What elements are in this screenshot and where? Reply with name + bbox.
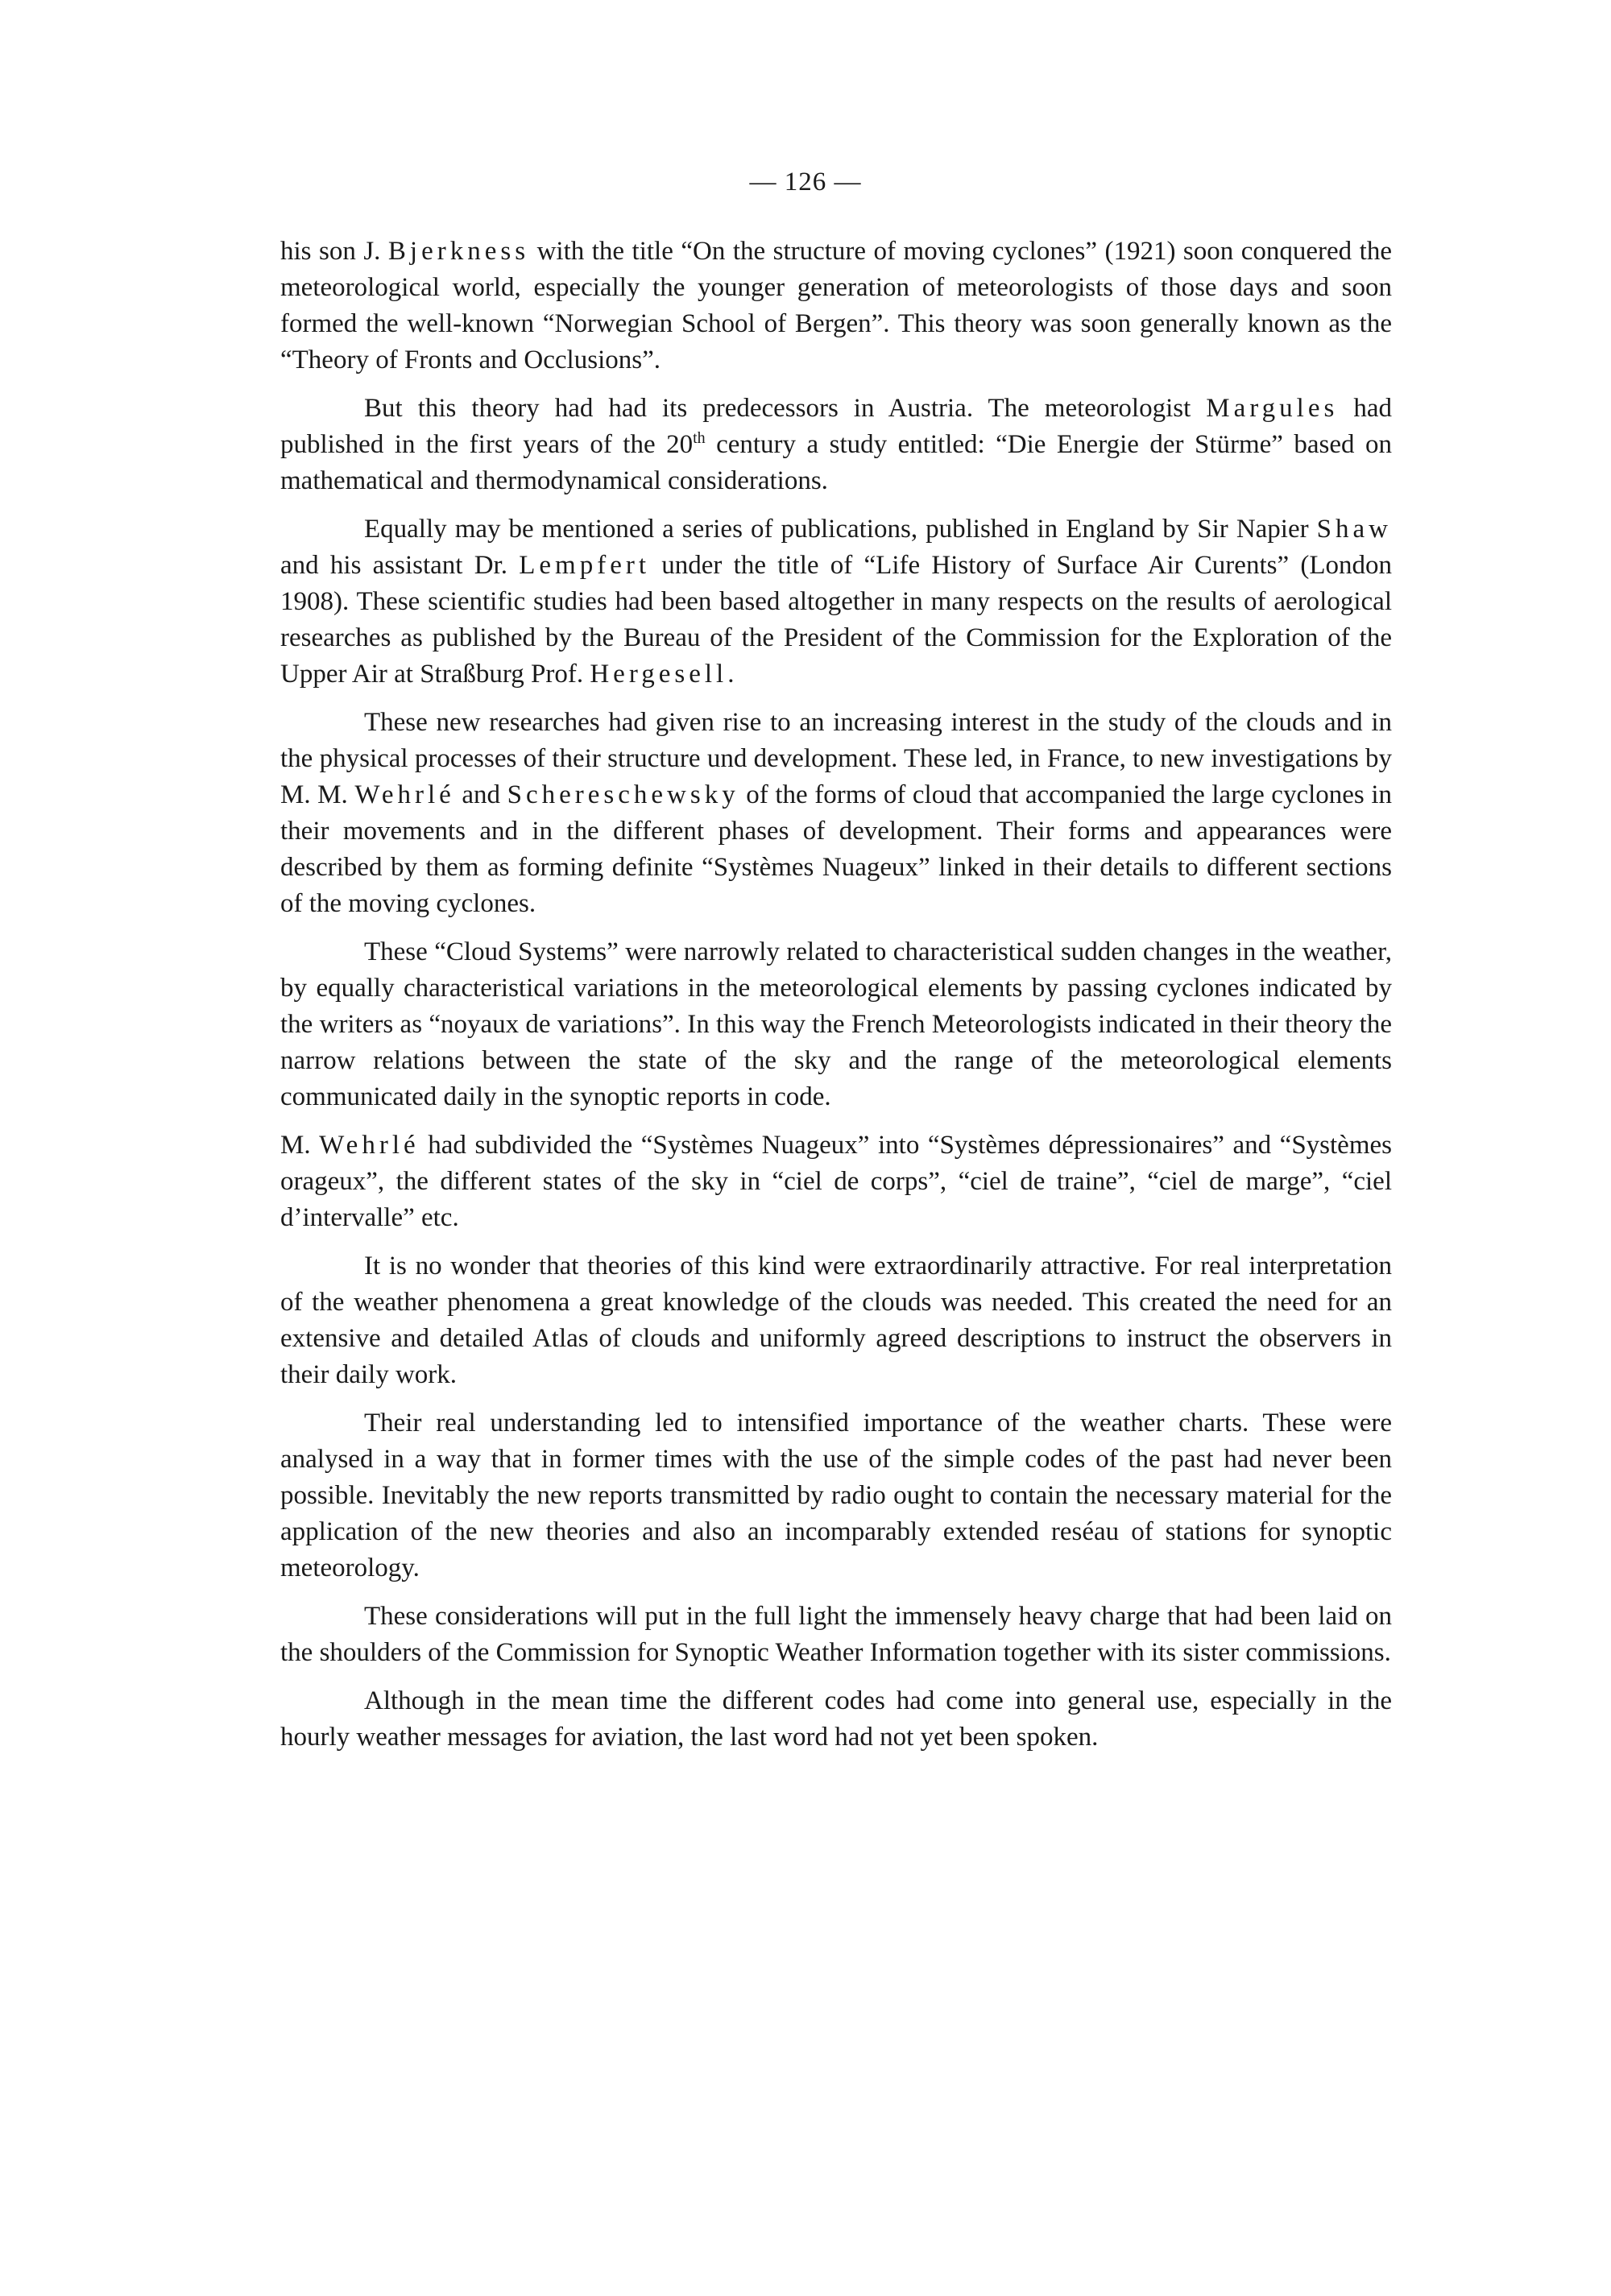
paragraph bbox=[280, 1599, 1392, 1671]
text-run: of the forms of cloud that accompanied the large cyclones in their movements and in the different phases of development. Their forms and appearances were described by them as forming definite “Systèmes Nuageux” linked in their details to different sections of the moving cyclones. bbox=[280, 780, 1393, 918]
spaced-name: Schereschewsky bbox=[507, 780, 739, 809]
spaced-name: Margules bbox=[1206, 394, 1339, 423]
paragraph bbox=[280, 511, 1392, 693]
spaced-name: Shaw bbox=[1316, 515, 1392, 544]
text-run: . bbox=[727, 660, 735, 689]
text-run: These “Cloud Systems” were narrowly related to characteristical sudden changes in the weather, by equally characteristical variations in the meteorological elements by passing cyclones indicated by the writers as “noyaux de variations”. In this way the French Meteorologists indicated in their theory the narrow relations between the state of the sky and the range of the meteorological elements communicated daily in the synoptic reports in code. bbox=[280, 937, 1392, 1111]
text-run: But this theory had had its predecessors in Austria. The meteorologist bbox=[364, 394, 1207, 423]
text-run: These new researches had given rise to an increasing interest in the study of the clouds and in the physical processes of their structure und development. These led, in France, to new investigations by M. M. bbox=[280, 708, 1392, 809]
spaced-name: Wehrlé bbox=[319, 1131, 420, 1160]
paragraph bbox=[280, 391, 1392, 499]
text-run: had published in the first years of the 20 bbox=[280, 394, 1392, 459]
paragraph bbox=[280, 1405, 1392, 1587]
spaced-name: Wehrlé bbox=[354, 780, 455, 809]
text-run: Their real understanding led to intensified importance of the weather charts. These were analysed in a way that in former times with the use of the simple codes of the past had never been possible. Inevitably the new reports transmitted by radio ought to contain the necessary material for the application of the new theories and also an incomparably extended reséau of stations for synoptic meteorology. bbox=[280, 1409, 1392, 1582]
superscript: th bbox=[693, 429, 706, 447]
body-text bbox=[280, 234, 1392, 1768]
text-run: and his assistant Dr. bbox=[280, 551, 520, 580]
text-run: under the title of “Life History of Surface Air Curents” (London 1908). These scientific studies had been based altogether in many respects on the results of aerological researches as published by the Bureau of the President of the Commission for the Exploration of the Upper Air at Straßburg Prof. bbox=[280, 551, 1392, 689]
text-run: These considerations will put in the full light the immensely heavy charge that had been laid on the shoulders of the Commission for Synoptic Weather Information together with its sister commissions. bbox=[280, 1602, 1392, 1667]
text-run: and bbox=[454, 780, 507, 809]
text-run: M. bbox=[280, 1131, 320, 1160]
spaced-name: Lempfert bbox=[519, 551, 651, 580]
paragraph bbox=[280, 705, 1392, 922]
paragraph bbox=[280, 1248, 1392, 1393]
paragraph bbox=[280, 934, 1392, 1115]
text-run: Equally may be mentioned a series of publications, published in England by Sir Napier bbox=[364, 515, 1317, 544]
text-run: with the title “On the structure of moving cyclones” (1921) soon conquered the meteorological world, especially the younger generation of meteorologists of those days and soon formed the well-known “Norwegian School of Bergen”. This theory was soon generally known as the “Theory of Fronts and Occlusions”. bbox=[280, 237, 1392, 374]
paragraph bbox=[280, 1127, 1392, 1236]
text-run: century a study entitled: “Die Energie der Stürme” based on mathematical and thermodynamical considerations. bbox=[280, 430, 1392, 495]
page-number: — 126 — bbox=[749, 168, 862, 197]
text-run: his son J. bbox=[280, 237, 388, 266]
spaced-name: Hergesell bbox=[590, 660, 728, 689]
text-run: Although in the mean time the different codes had come into general use, especially in the hourly weather messages for aviation, the last word had not yet been spoken. bbox=[280, 1686, 1392, 1752]
paragraph bbox=[280, 234, 1392, 379]
text-run: had subdivided the “Systèmes Nuageux” into “Systèmes dépressionaires” and “Systèmes orageux”, the different states of the sky in “ciel de corps”, “ciel de traine”, “ciel de marge”, “ciel d’intervalle” etc. bbox=[280, 1131, 1392, 1232]
spaced-name: Bjerkness bbox=[387, 237, 530, 266]
text-run: It is no wonder that theories of this kind were extraordinarily attractive. For real interpretation of the weather phenomena a great knowledge of the clouds was needed. This created the need for an extensive and detailed Atlas of clouds and uniformly agreed descriptions to instruct the observers in their daily work. bbox=[280, 1251, 1392, 1389]
paragraph bbox=[280, 1683, 1392, 1756]
